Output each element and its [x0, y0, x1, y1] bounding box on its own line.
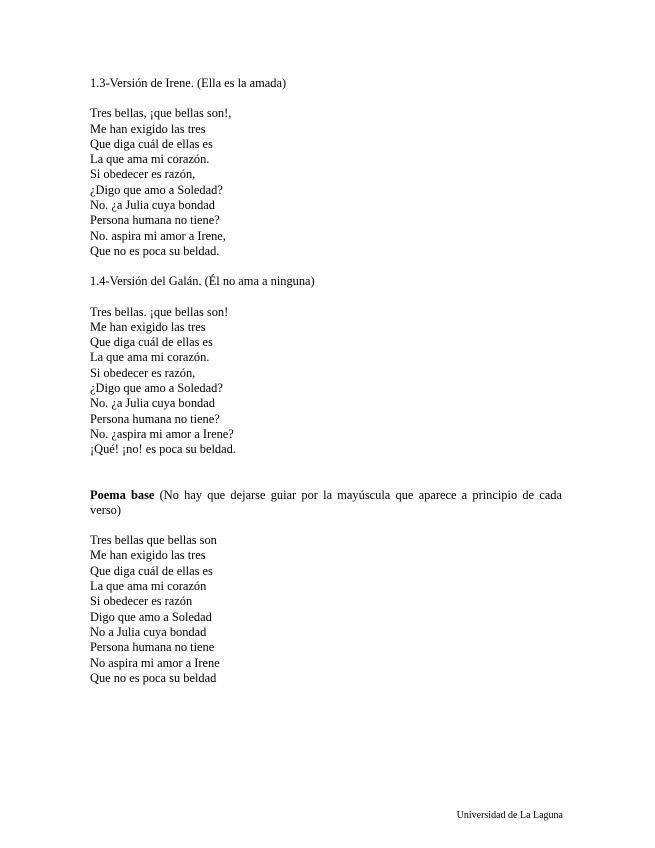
verse-line: No. aspira mi amor a Irene,	[90, 228, 226, 243]
verse-line: La que ama mi corazón	[90, 579, 207, 594]
verse-line: No a Julia cuya bondad	[90, 624, 207, 639]
verse-line: Que no es poca su beldad	[90, 670, 217, 685]
section-poema-base	[90, 488, 562, 687]
section-title: 1.4-Versión del Galán. (Él no ama a ninguna)	[90, 274, 315, 289]
verse-line: La que ama mi corazón.	[90, 350, 210, 365]
verse-line: No aspira mi amor a Irene	[90, 655, 220, 670]
verse-line: Que no es poca su beldad.	[90, 243, 220, 258]
poema-base-note: (No hay que dejarse guiar por la mayúscula que aparece a principio de cada verso)	[90, 487, 562, 517]
verse-line: Persona humana no tiene	[90, 640, 215, 655]
verse-line: La que ama mi corazón.	[90, 152, 210, 167]
verse-line: No. ¿a Julia cuya bondad	[90, 198, 215, 213]
verse-line: ¿Digo que amo a Soledad?	[90, 381, 223, 396]
section-galan	[90, 274, 562, 457]
stanza	[90, 305, 562, 458]
document-body	[90, 76, 562, 701]
verse-line: Si obedecer es razón,	[90, 365, 196, 380]
verse-line: Persona humana no tiene?	[90, 411, 220, 426]
verse-line: ¿Digo que amo a Soledad?	[90, 182, 223, 197]
verse-line: ¡Qué! ¡no! es poca su beldad.	[90, 442, 236, 457]
verse-line: Si obedecer es razón	[90, 594, 193, 609]
section-irene	[90, 76, 562, 259]
verse-line: Digo que amo a Soledad	[90, 609, 212, 624]
verse-line: Me han exigido las tres	[90, 319, 206, 334]
verse-line: Me han exigido las tres	[90, 121, 206, 136]
verse-line: No. ¿a Julia cuya bondad	[90, 396, 215, 411]
verse-line: Que diga cuál de ellas es	[90, 136, 213, 151]
verse-line: Que diga cuál de ellas es	[90, 563, 213, 578]
verse-line: No. ¿aspira mi amor a Irene?	[90, 426, 234, 441]
stanza	[90, 106, 562, 259]
verse-line: Tres bellas que bellas son	[90, 533, 217, 548]
verse-line: Tres bellas, ¡que bellas son!,	[90, 106, 232, 121]
verse-line: Que diga cuál de ellas es	[90, 335, 213, 350]
section-title: 1.3-Versión de Irene. (Ella es la amada)	[90, 76, 287, 90]
page-footer: Universidad de La Laguna	[456, 810, 563, 821]
verse-line: Me han exigido las tres	[90, 548, 206, 563]
poema-base-heading	[90, 488, 562, 519]
verse-line: Si obedecer es razón,	[90, 167, 196, 182]
stanza	[90, 533, 562, 686]
verse-line: Tres bellas. ¡que bellas son!	[90, 304, 229, 319]
poema-base-label: Poema base	[90, 487, 155, 502]
verse-line: Persona humana no tiene?	[90, 213, 220, 228]
